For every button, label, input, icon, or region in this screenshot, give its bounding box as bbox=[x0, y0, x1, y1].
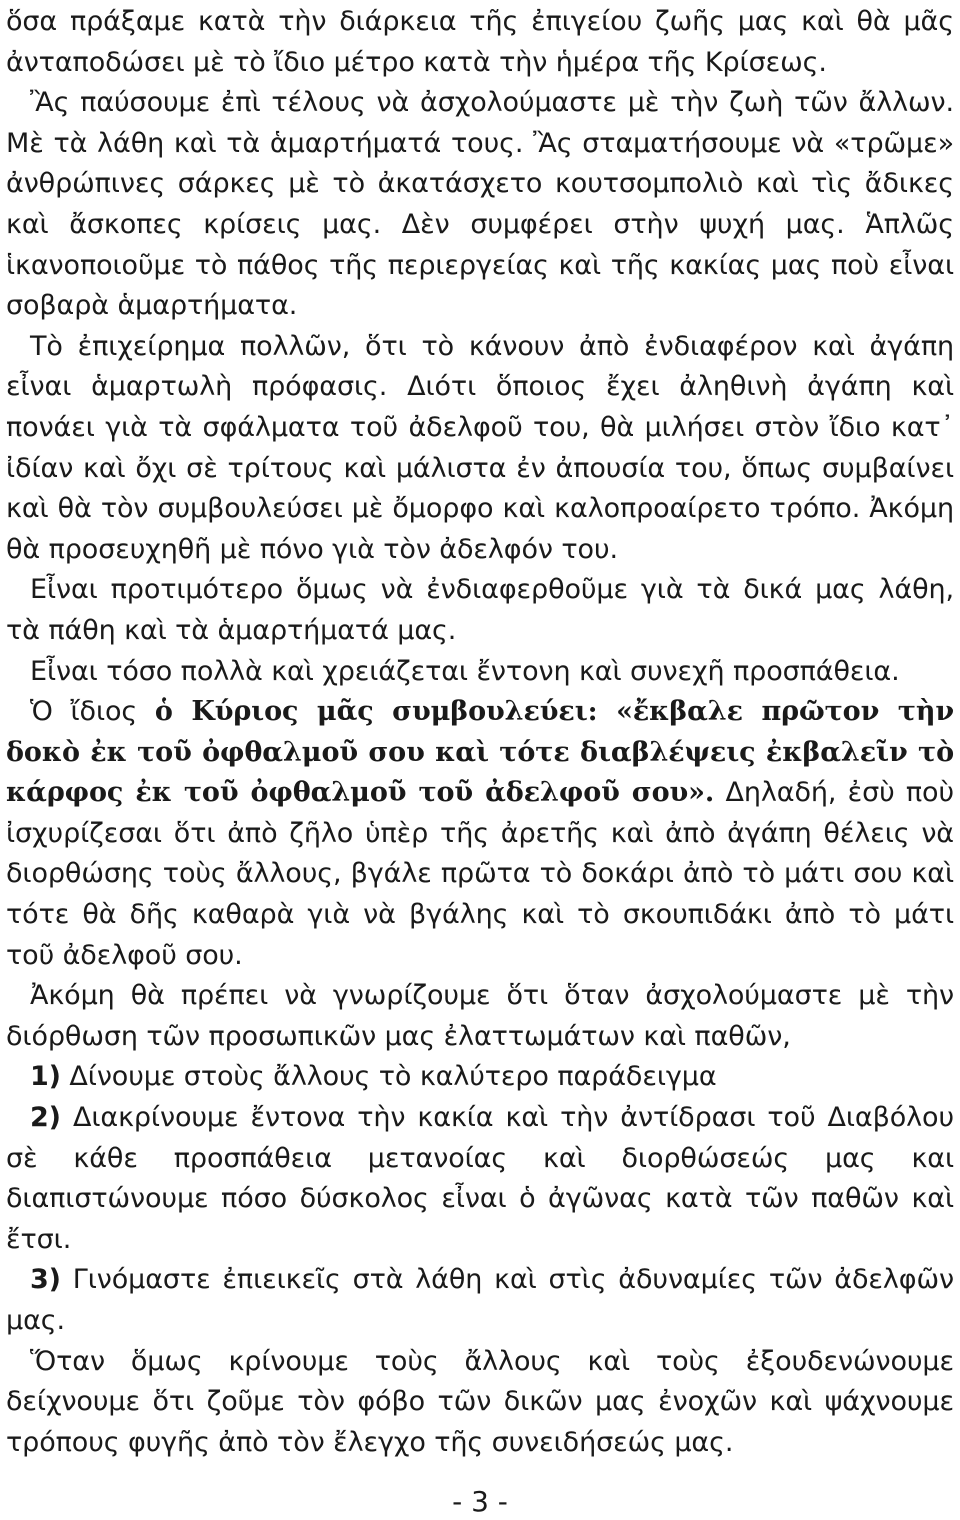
text-run: Εἶναι τόσο πολλὰ καὶ χρειάζεται ἔντονη καὶ συνεχῆ προσπάθεια. bbox=[30, 655, 900, 687]
paragraph bbox=[6, 652, 954, 693]
list-number: 3) bbox=[30, 1264, 61, 1296]
paragraph bbox=[6, 1057, 954, 1098]
text-run: Ὅταν ὅμως κρίνουμε τοὺς ἄλλους καὶ τοὺς ἐξουδενώνουμε δείχνουμε ὅτι ζοῦμε τὸν φόβο τῶν δικῶν μας ἐνοχῶν καὶ ψάχνουμε τρόπους φυγῆς ἀπὸ τὸν ἔλεγχο τῆς συνειδήσεώς μας. bbox=[6, 1345, 954, 1458]
paragraph bbox=[6, 1260, 954, 1341]
text-run: Δηλαδή, ἐσὺ ποὺ ἰσχυρίζεσαι ὅτι ἀπὸ ζῆλο ὑπὲρ τῆς ἀρετῆς καὶ ἀπὸ ἀγάπη θέλεις νὰ διορθώσης τοὺς ἄλλους, βγάλε πρῶτα τὸ δοκάρι ἀπὸ τὸ μάτι σου καὶ τότε θὰ δῆς καθαρὰ γιὰ νὰ βγάλης καὶ τὸ σκουπιδάκι ἀπὸ τὸ μάτι τοῦ ἀδελφοῦ σου. bbox=[6, 777, 954, 971]
paragraph bbox=[6, 327, 954, 571]
paragraph bbox=[6, 692, 954, 976]
paragraph bbox=[6, 570, 954, 651]
text-run: ὅσα πράξαμε κατὰ τὴν διάρκεια τῆς ἐπιγείου ζωῆς μας καὶ θὰ μᾶς ἀνταποδώσει μὲ τὸ ἴδιο μέτρο κατὰ τὴν ἡμέρα τῆς Κρίσεως. bbox=[6, 6, 954, 78]
list-number: 1) bbox=[30, 1061, 61, 1093]
text-run: Γινόμαστε ἐπιεικεῖς στὰ λάθη καὶ στὶς ἀδυναμίες τῶν ἀδελφῶν μας. bbox=[6, 1264, 954, 1336]
text-run: Ἀκόμη θὰ πρέπει νὰ γνωρίζουμε ὅτι ὅταν ἀσχολούμαστε μὲ τὴν διόρθωση τῶν προσωπικῶν μας ἐλαττωμάτων καὶ παθῶν, bbox=[6, 980, 954, 1052]
text-run: Δίνουμε στοὺς ἄλλους τὸ καλύτερο παράδειγμα bbox=[60, 1061, 717, 1093]
body-text bbox=[6, 2, 954, 1463]
text-run: Διακρίνουμε ἔντονα τὴν κακία καὶ τὴν ἀντίδρασι τοῦ Διαβόλου σὲ κάθε προσπάθεια μετανοίας καὶ διορθώσεώς μας και διαπιστώνουμε πόσο δύσκολος εἶναι ὁ ἀγῶνας κατὰ τῶν παθῶν καὶ ἔτσι. bbox=[6, 1102, 954, 1255]
paragraph bbox=[6, 83, 954, 327]
paragraph bbox=[6, 976, 954, 1057]
text-run: Ὁ ἴδιος bbox=[30, 696, 155, 728]
paragraph bbox=[6, 2, 954, 83]
paragraph bbox=[6, 1342, 954, 1464]
text-run: Ἂς παύσουμε ἐπὶ τέλους νὰ ἀσχολούμαστε μὲ τὴν ζωὴ τῶν ἄλλων. Μὲ τὰ λάθη καὶ τὰ ἁμαρτήματά τους. Ἂς σταματήσουμε νὰ «τρῶμε» ἀνθρώπινες σάρκες μὲ τὸ ἀκατάσχετο κουτσομπολιὸ καὶ τὶς ἄδικες καὶ ἄσκοπες κρίσεις μας. Δὲν συμφέρει στὴν ψυχή μας. Ἁπλῶς ἱκανοποιοῦμε τὸ πάθος τῆς περιεργείας καὶ τῆς κακίας μας ποὺ εἶναι σοβαρὰ ἁμαρτήματα. bbox=[6, 87, 954, 322]
list-number: 2) bbox=[30, 1102, 61, 1134]
page-number: - 3 - bbox=[452, 1485, 508, 1518]
bold-quote: ὁ Κύριος μᾶς συμβουλεύει: «ἔκβαλε πρῶτον τὴν δοκὸ ἐκ τοῦ ὀφθαλμοῦ σου καὶ τότε διαβλέψεις ἐκβαλεῖν τὸ κάρφος ἐκ τοῦ ὀφθαλμοῦ τοῦ ἀδελφοῦ σου». bbox=[6, 696, 954, 809]
paragraph bbox=[6, 1098, 954, 1260]
text-run: Εἶναι προτιμότερο ὅμως νὰ ἐνδιαφερθοῦμε γιὰ τὰ δικά μας λάθη, τὰ πάθη καὶ τὰ ἁμαρτήματά μας. bbox=[6, 574, 954, 646]
text-run: Τὸ ἐπιχείρημα πολλῶν, ὅτι τὸ κάνουν ἀπὸ ἐνδιαφέρον καὶ ἀγάπη εἶναι ἁμαρτωλὴ πρόφασις. Διότι ὅποιος ἔχει ἀληθινὴ ἀγάπη καὶ πονάει γιὰ τὰ σφάλματα τοῦ ἀδελφοῦ του, θὰ μιλήσει στὸν ἴδιο κατ᾽ ἰδίαν καὶ ὄχι σὲ τρίτους καὶ μάλιστα ἐν ἀπουσία του, ὅπως συμβαίνει καὶ θὰ τὸν συμβουλεύσει μὲ ὄμορφο καὶ καλοπροαίρετο τρόπο. Ἀκόμη θὰ προσευχηθῆ μὲ πόνο γιὰ τὸν ἀδελφόν του. bbox=[6, 330, 954, 565]
